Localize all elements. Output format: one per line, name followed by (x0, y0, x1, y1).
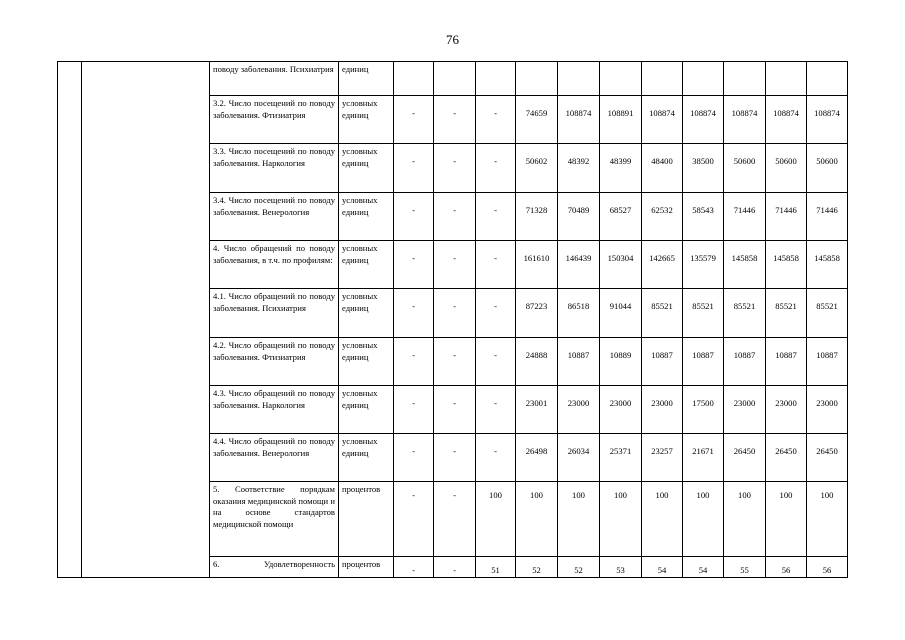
value-cell: 51 (476, 557, 516, 578)
value-cell: 108874 (807, 96, 848, 144)
value-cell: 10887 (683, 338, 724, 386)
indicator-name: 3.2. Число посещений по поводу заболевания. Фтизиатрия (210, 96, 339, 144)
value-cell: 10887 (724, 338, 766, 386)
value-cell: - (394, 193, 434, 241)
value-cell: 50602 (516, 144, 558, 193)
value-cell (434, 62, 476, 96)
value-cell: 50600 (807, 144, 848, 193)
value-cell: 85521 (766, 289, 807, 338)
value-cell: - (434, 144, 476, 193)
value-cell: - (434, 434, 476, 482)
value-cell: 48400 (642, 144, 683, 193)
value-cell (394, 62, 434, 96)
value-cell: 108891 (600, 96, 642, 144)
value-cell: 26034 (558, 434, 600, 482)
value-cell: 142665 (642, 241, 683, 289)
value-cell: 10887 (807, 338, 848, 386)
value-cell: - (476, 241, 516, 289)
value-cell: - (394, 144, 434, 193)
value-cell: - (394, 338, 434, 386)
value-cell: 70489 (558, 193, 600, 241)
value-cell: 21671 (683, 434, 724, 482)
value-cell: 48399 (600, 144, 642, 193)
indicator-name: 4.4. Число обращений по поводу заболевания. Венерология (210, 434, 339, 482)
value-cell (476, 62, 516, 96)
value-cell: 23000 (724, 386, 766, 434)
value-cell: - (394, 96, 434, 144)
value-cell: 100 (516, 482, 558, 557)
value-cell: - (434, 193, 476, 241)
value-cell: - (434, 241, 476, 289)
value-cell: 23000 (558, 386, 600, 434)
indicator-name: 4.1. Число обращений по поводу заболевания. Психиатрия (210, 289, 339, 338)
value-cell: - (476, 338, 516, 386)
value-cell: 100 (600, 482, 642, 557)
value-cell: 108874 (683, 96, 724, 144)
value-cell: 100 (807, 482, 848, 557)
value-cell (516, 62, 558, 96)
value-cell: - (476, 193, 516, 241)
value-cell: 52 (516, 557, 558, 578)
value-cell: 10887 (766, 338, 807, 386)
value-cell: 48392 (558, 144, 600, 193)
value-cell: 108874 (766, 96, 807, 144)
value-cell: 38500 (683, 144, 724, 193)
value-cell: - (434, 482, 476, 557)
indicator-unit: условных единиц (339, 289, 394, 338)
indicator-name: поводу заболевания. Психиатрия (210, 62, 339, 96)
value-cell: 91044 (600, 289, 642, 338)
value-cell: 23001 (516, 386, 558, 434)
value-cell: 145858 (724, 241, 766, 289)
value-cell: 10887 (642, 338, 683, 386)
value-cell: 71446 (766, 193, 807, 241)
indicator-unit: условных единиц (339, 144, 394, 193)
value-cell: 68527 (600, 193, 642, 241)
value-cell: 25371 (600, 434, 642, 482)
value-cell: - (434, 96, 476, 144)
value-cell: 85521 (642, 289, 683, 338)
value-cell: 71446 (724, 193, 766, 241)
value-cell: - (394, 434, 434, 482)
value-cell (642, 62, 683, 96)
value-cell: 74659 (516, 96, 558, 144)
value-cell: 108874 (558, 96, 600, 144)
blank-column-1 (58, 62, 82, 578)
value-cell: 23257 (642, 434, 683, 482)
value-cell (807, 62, 848, 96)
value-cell: - (434, 557, 476, 578)
value-cell: 71446 (807, 193, 848, 241)
value-cell: - (434, 289, 476, 338)
value-cell: 26450 (724, 434, 766, 482)
value-cell: 58543 (683, 193, 724, 241)
value-cell: - (394, 289, 434, 338)
value-cell (683, 62, 724, 96)
value-cell: 145858 (766, 241, 807, 289)
value-cell: - (394, 241, 434, 289)
value-cell: 23000 (600, 386, 642, 434)
value-cell (724, 62, 766, 96)
indicator-unit: условных единиц (339, 434, 394, 482)
indicator-name: 6. Удовлетворенность (210, 557, 339, 578)
value-cell: - (476, 289, 516, 338)
value-cell: 53 (600, 557, 642, 578)
indicator-unit: условных единиц (339, 338, 394, 386)
indicator-name: 4. Число обращений по поводу заболевания, в т.ч. по профилям: (210, 241, 339, 289)
value-cell: 26498 (516, 434, 558, 482)
value-cell: 86518 (558, 289, 600, 338)
indicator-name: 4.2. Число обращений по поводу заболевания. Фтизиатрия (210, 338, 339, 386)
value-cell: 100 (766, 482, 807, 557)
value-cell: 50600 (724, 144, 766, 193)
value-cell: 26450 (766, 434, 807, 482)
value-cell: 87223 (516, 289, 558, 338)
value-cell: 150304 (600, 241, 642, 289)
value-cell: - (434, 386, 476, 434)
value-cell: 145858 (807, 241, 848, 289)
indicator-unit: единиц (339, 62, 394, 96)
value-cell: 50600 (766, 144, 807, 193)
indicators-table (57, 61, 848, 578)
indicator-name: 4.3. Число обращений по поводу заболевания. Наркология (210, 386, 339, 434)
value-cell: 161610 (516, 241, 558, 289)
value-cell: - (476, 96, 516, 144)
indicator-unit: процентов (339, 482, 394, 557)
value-cell: 23000 (807, 386, 848, 434)
value-cell: - (434, 338, 476, 386)
indicator-unit: условных единиц (339, 386, 394, 434)
value-cell: 100 (642, 482, 683, 557)
value-cell: 135579 (683, 241, 724, 289)
value-cell: 10887 (558, 338, 600, 386)
value-cell: 100 (683, 482, 724, 557)
value-cell: - (394, 482, 434, 557)
value-cell: - (394, 386, 434, 434)
value-cell (600, 62, 642, 96)
value-cell: 55 (724, 557, 766, 578)
indicator-unit: условных единиц (339, 193, 394, 241)
table-row (58, 62, 848, 96)
value-cell: 108874 (642, 96, 683, 144)
value-cell: 85521 (724, 289, 766, 338)
indicator-unit: условных единиц (339, 96, 394, 144)
value-cell: 10889 (600, 338, 642, 386)
value-cell (766, 62, 807, 96)
indicator-name: 5. Соответствие порядкам оказания медицинской помощи и на основе стандартов медицинской помощи (210, 482, 339, 557)
value-cell: - (394, 557, 434, 578)
value-cell: 23000 (766, 386, 807, 434)
value-cell: 71328 (516, 193, 558, 241)
value-cell: - (476, 434, 516, 482)
value-cell: 100 (476, 482, 516, 557)
page-number: 76 (446, 32, 459, 47)
value-cell: 56 (807, 557, 848, 578)
value-cell: - (476, 386, 516, 434)
value-cell: 62532 (642, 193, 683, 241)
value-cell: 23000 (642, 386, 683, 434)
value-cell: 146439 (558, 241, 600, 289)
value-cell: 24888 (516, 338, 558, 386)
value-cell: 100 (724, 482, 766, 557)
value-cell: 52 (558, 557, 600, 578)
value-cell: 100 (558, 482, 600, 557)
value-cell: 85521 (683, 289, 724, 338)
value-cell (558, 62, 600, 96)
value-cell: 54 (683, 557, 724, 578)
value-cell: 54 (642, 557, 683, 578)
indicator-name: 3.4. Число посещений по поводу заболевания. Венерология (210, 193, 339, 241)
value-cell: 85521 (807, 289, 848, 338)
blank-column-2 (82, 62, 210, 578)
indicator-unit: условных единиц (339, 241, 394, 289)
value-cell: 17500 (683, 386, 724, 434)
value-cell: 108874 (724, 96, 766, 144)
indicator-unit: процентов (339, 557, 394, 578)
value-cell: 56 (766, 557, 807, 578)
indicator-name: 3.3. Число посещений по поводу заболевания. Наркология (210, 144, 339, 193)
value-cell: - (476, 144, 516, 193)
value-cell: 26450 (807, 434, 848, 482)
